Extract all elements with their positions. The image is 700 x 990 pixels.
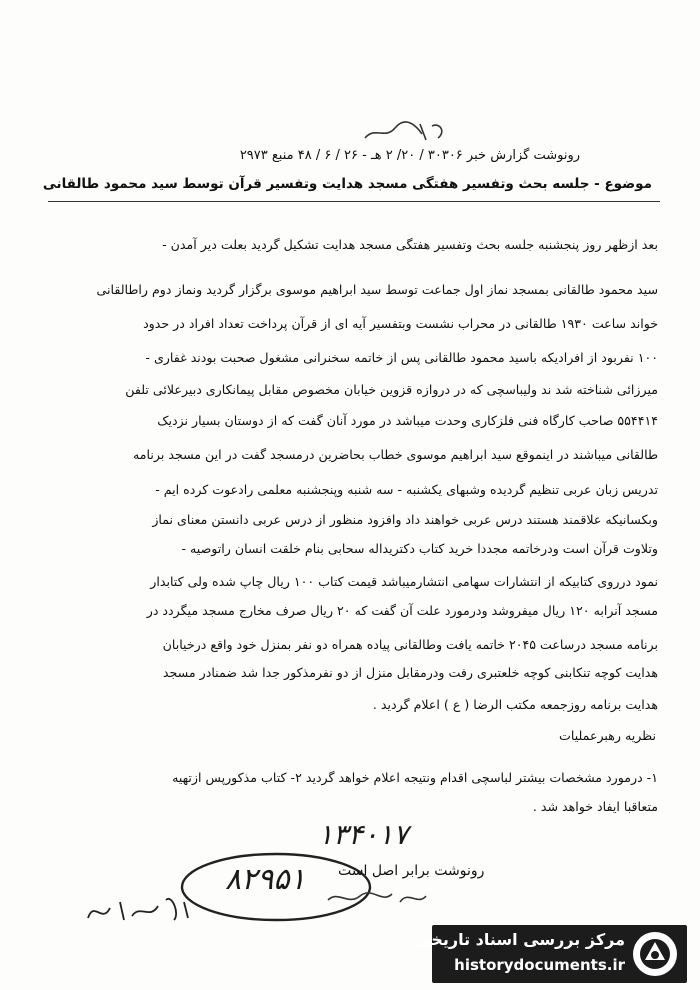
opinion-heading: نظریه رهبرعملیات [559,728,656,743]
stamp-number: ۸۲۹۵۱ [225,862,306,897]
subject-line: موضوع - جلسه بحث وتفسیر هفتگی مسجد هدایت وتفسیر قرآن توسط سید محمود طالقانی [42,176,652,192]
top-handwritten-scribble [360,118,450,146]
report-header-line: رونوشت گزارش خبر ۳۰۳۰۶ / ۲۰/ ۲ هـ - ۲۶ / ۶ / ۴۸ منبع ۲۹۷۳ [239,148,580,163]
body-line: وتلاوت قرآن است ودرخاتمه مجددا خرید کتاب دکتریداله سحابی بنام خلقت انسان راتوصیه - [181,541,658,556]
watermark-url: historydocuments.ir [454,956,625,974]
opinion-line: ۱- درمورد مشخصات بیشتر لباسچی اقدام ونتیجه اعلام خواهد گردید ۲- کتاب مذکورپس ازتهیه [172,770,658,785]
body-line: برنامه مسجد درساعت ۲۰۴۵ خاتمه یافت وطالقانی پیاده همراه دو نفر بمنزل خود واقع درخیابان [162,637,658,652]
certification-text: رونوشت برابر اصل است [338,863,485,879]
body-line: ۱۰۰ نفربود از افرادیکه باسید محمود طالقانی پس از خاتمه سخنرانی مشغول صحبت بودند غفاری - [145,350,658,365]
subject-underline [48,201,660,202]
body-line: مسجد آنرابه ۱۲۰ ریال میفروشد ودرمورد علت آن گفت که ۲۰ ریال صرف مخارج مسجد میگردد در [146,603,658,618]
body-line: خواند ساعت ۱۹۳۰ طالقانی در محراب نشست وبتفسیر آیه ای از قرآن پرداخت تعداد افراد در حدود [143,316,658,331]
body-line: هدایت کوچه تنکابنی کوچه خلعتبری رفت ودرمقابل منزل از دو نفرمذکور جدا شد ضمنادر مسجد [162,665,658,680]
watermark-title: مرکز بررسی اسناد تاریخی [415,930,625,949]
body-line: بعد ازظهر روز پنجشنبه جلسه بحث وتفسیر هفتگی مسجد هدایت تشکیل گردید بعلت دیر آمدن - [162,237,658,252]
archive-emblem-icon [631,930,679,978]
body-line: نمود درروی کتابیکه از انتشارات سهامی انتشارمیباشد قیمت کتاب ۱۰۰ ریال چاپ شده ولی کتابدار [150,574,658,589]
signature-scribble-middle [322,884,432,912]
body-line: سید محمود طالقانی بمسجد نماز اول جماعت توسط سید ابراهیم موسوی برگزار گردید ونماز دوم راطالقانی [96,282,658,297]
body-line: تدریس زبان عربی تنظیم گردیده وشبهای یکشنبه - سه شنبه وپنجشنبه معلمی رادعوت کرده ایم - [155,482,658,497]
body-line: ۵۵۴۴۱۴ صاحب کارگاه فنی فلزکاری وحدت میباشد در مورد آنان گفت که از دوستان بسیار نزدیک [157,413,658,428]
body-line: وبکسانیکه علاقمند هستند درس عربی خواهند داد وافزود منظور از درس عربی دانستن معنای نماز [152,512,658,527]
archive-number-handwritten: ۱۳۴۰۱۷ [318,818,409,851]
body-line: هدایت برنامه روزجمعه مکتب الرضا ( ع ) اعلام گردید . [372,697,658,712]
opinion-line: متعاقبا ایفاد خواهد شد . [532,799,658,814]
body-line: طالقانی میباشند در اینموقع سید ابراهیم موسوی خطاب بحاضرین درمسجد گفت در این مسجد برنامه [133,447,658,462]
signature-scribble-left [80,890,200,930]
body-line: میرزائی شناخته شد ند ولیباسچی که در دروازه قزوین خیابان مخصوص مقابل پیمانکاری دبیرعلائی تلفن [125,382,658,397]
watermark-logo [415,925,687,983]
